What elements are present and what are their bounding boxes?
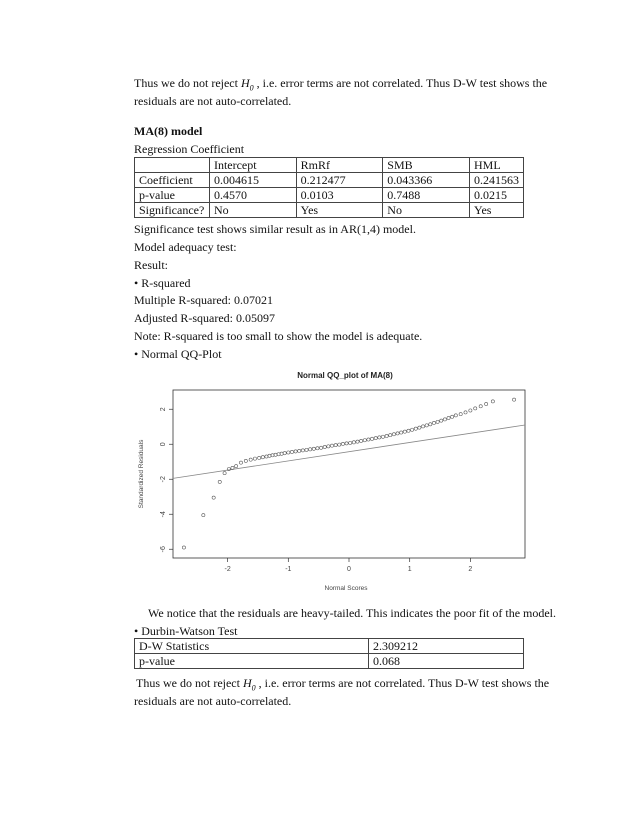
table-header-cell: Intercept: [209, 158, 296, 173]
y-tick-label: -2: [160, 476, 167, 483]
qq-point: [323, 445, 326, 448]
h0-symbol: $H_0$: [240, 76, 254, 93]
qq-point: [440, 419, 443, 422]
qq-point: [429, 423, 432, 426]
qq-point: [327, 445, 330, 448]
y-tick-label: -6: [160, 546, 167, 553]
body-text-line: Adjusted R-squared: 0.05097: [134, 311, 275, 325]
qq-point: [316, 447, 319, 450]
table-cell: D-W Statistics: [135, 639, 369, 654]
qq-point: [396, 432, 399, 435]
qq-point: [261, 456, 264, 459]
qq-point: [330, 444, 333, 447]
qq-point: [298, 449, 301, 452]
table-cell: Yes: [296, 203, 383, 218]
table-cell: 0.0215: [470, 188, 524, 203]
qq-point: [392, 433, 395, 436]
table-cell: 0.7488: [383, 188, 470, 203]
x-tick-label: -1: [285, 566, 292, 573]
table-row: [135, 173, 524, 188]
qq-point: [249, 458, 252, 461]
paragraph-1-line-2: residuals are not auto-correlated.: [134, 94, 292, 108]
qq-point: [421, 425, 424, 428]
table-caption: Regression Coefficient: [134, 142, 245, 156]
qq-point: [290, 450, 293, 453]
qq-point: [309, 448, 312, 451]
qq-point: [218, 480, 221, 483]
qq-point: [274, 453, 277, 456]
y-tick-label: 2: [160, 407, 167, 412]
qq-point: [341, 442, 344, 445]
qq-point: [294, 450, 297, 453]
table-cell: 0.4570: [209, 188, 296, 203]
y-axis-label: Standardized Residuals: [138, 439, 145, 509]
qq-point: [345, 442, 348, 445]
qq-point: [258, 456, 261, 459]
qq-point: [287, 451, 290, 454]
qq-point: [265, 455, 268, 458]
section-heading: MA(8) model: [134, 124, 203, 138]
body-text-line: Multiple R-squared: 0.07021: [134, 293, 273, 307]
bullet-item: • Durbin-Watson Test: [134, 624, 238, 638]
qq-point: [381, 435, 384, 438]
qq-point: [474, 407, 477, 410]
body-text-line: Note: R-squared is too small to show the model is adequate.: [134, 329, 423, 343]
table-cell: Coefficient: [135, 173, 210, 188]
reference-line: [173, 425, 525, 478]
chart-title: Normal QQ_plot of MA(8): [297, 371, 393, 380]
qq-point: [334, 444, 337, 447]
table-cell: p-value: [135, 188, 210, 203]
qq-point: [349, 441, 352, 444]
qq-point: [370, 437, 373, 440]
qq-point: [271, 454, 274, 457]
qq-point: [319, 446, 322, 449]
y-axis: [160, 407, 173, 552]
table-cell: 0.004615: [209, 173, 296, 188]
paragraph-3-line-2: residuals are not auto-correlated.: [134, 694, 292, 708]
table-header-cell: SMB: [383, 158, 470, 173]
qq-point: [202, 514, 205, 517]
qq-point: [352, 441, 355, 444]
qq-point: [425, 424, 428, 427]
qq-point: [244, 459, 247, 462]
qq-point: [454, 414, 457, 417]
table-cell: 0.241563: [470, 173, 524, 188]
table-row: [135, 654, 524, 669]
qq-point: [223, 472, 226, 475]
qq-point: [277, 453, 280, 456]
qq-point: [469, 409, 472, 412]
qq-point: [418, 426, 421, 429]
qq-point: [235, 465, 238, 468]
x-tick-label: 1: [407, 566, 412, 573]
data-points: [182, 398, 515, 549]
qq-point: [451, 415, 454, 418]
table-cell: Significance?: [135, 203, 210, 218]
qq-point: [447, 416, 450, 419]
y-tick-label: 0: [160, 442, 167, 447]
qq-point: [367, 438, 370, 441]
body-text-line: We notice that the residuals are heavy-tailed. This indicates the poor fit of the model.: [148, 606, 557, 620]
y-tick-label: -4: [160, 511, 167, 518]
qq-point: [239, 461, 242, 464]
qq-plot: [130, 362, 530, 602]
qq-point: [403, 430, 406, 433]
qq-point: [411, 428, 414, 431]
qq-point: [305, 448, 308, 451]
coefficient-table: [134, 157, 524, 218]
qq-point: [443, 418, 446, 421]
x-tick-label: 0: [347, 566, 351, 573]
bullet-item: • R-squared: [134, 276, 191, 290]
qq-point: [374, 437, 377, 440]
qq-point: [253, 457, 256, 460]
qq-point: [283, 452, 286, 455]
qq-point: [512, 398, 515, 401]
qq-point: [400, 431, 403, 434]
qq-point: [407, 429, 410, 432]
table-header-cell: [135, 158, 210, 173]
qq-point: [360, 439, 363, 442]
qq-point: [436, 420, 439, 423]
table-cell: 0.043366: [383, 173, 470, 188]
qq-point: [464, 411, 467, 414]
paragraph-3-line-1: Thus we do not reject $H_0$ , i.e. error terms are not correlated. Thus D-W test shows the: [136, 676, 550, 693]
table-row: [135, 188, 524, 203]
x-tick-label: 2: [468, 566, 473, 573]
table-cell: 0.068: [369, 654, 524, 669]
qq-point: [491, 400, 494, 403]
table-header-cell: HML: [470, 158, 524, 173]
qq-point: [385, 434, 388, 437]
qq-point: [414, 427, 417, 430]
qq-point: [301, 449, 304, 452]
table-header-row: [135, 158, 524, 173]
table-cell: 2.309212: [369, 639, 524, 654]
table-row: [135, 639, 524, 654]
paragraph-1-line-1: Thus we do not reject $H_0$ , i.e. error terms are not correlated. Thus D-W test shows the: [134, 76, 548, 93]
qq-point: [363, 439, 366, 442]
qq-point: [338, 443, 341, 446]
x-axis: [225, 558, 473, 573]
body-text-line: Significance test shows similar result as in AR(1,4) model.: [134, 222, 416, 236]
bullet-item: • Normal QQ-Plot: [134, 347, 222, 361]
qq-point: [389, 434, 392, 437]
qq-point: [268, 454, 271, 457]
x-tick-label: -2: [224, 566, 231, 573]
body-text-line: Result:: [134, 258, 169, 272]
qq-point: [459, 413, 462, 416]
table-cell: 0.0103: [296, 188, 383, 203]
body-text-line: Model adequacy test:: [134, 240, 237, 254]
h0-symbol: $H_0$: [242, 676, 256, 693]
qq-point: [378, 436, 381, 439]
qq-point: [280, 452, 283, 455]
table-cell: 0.212477: [296, 173, 383, 188]
qq-point: [479, 405, 482, 408]
qq-point: [312, 447, 315, 450]
qq-point: [432, 421, 435, 424]
table-cell: No: [383, 203, 470, 218]
qq-point: [182, 546, 185, 549]
table-cell: No: [209, 203, 296, 218]
table-row: [135, 203, 524, 218]
table-cell: p-value: [135, 654, 369, 669]
qq-point: [212, 496, 215, 499]
qq-point: [356, 440, 359, 443]
x-axis-label: Normal Scores: [324, 585, 368, 592]
table-cell: Yes: [470, 203, 524, 218]
qq-point: [485, 402, 488, 405]
durbin-watson-table: [134, 638, 524, 669]
table-header-cell: RmRf: [296, 158, 383, 173]
